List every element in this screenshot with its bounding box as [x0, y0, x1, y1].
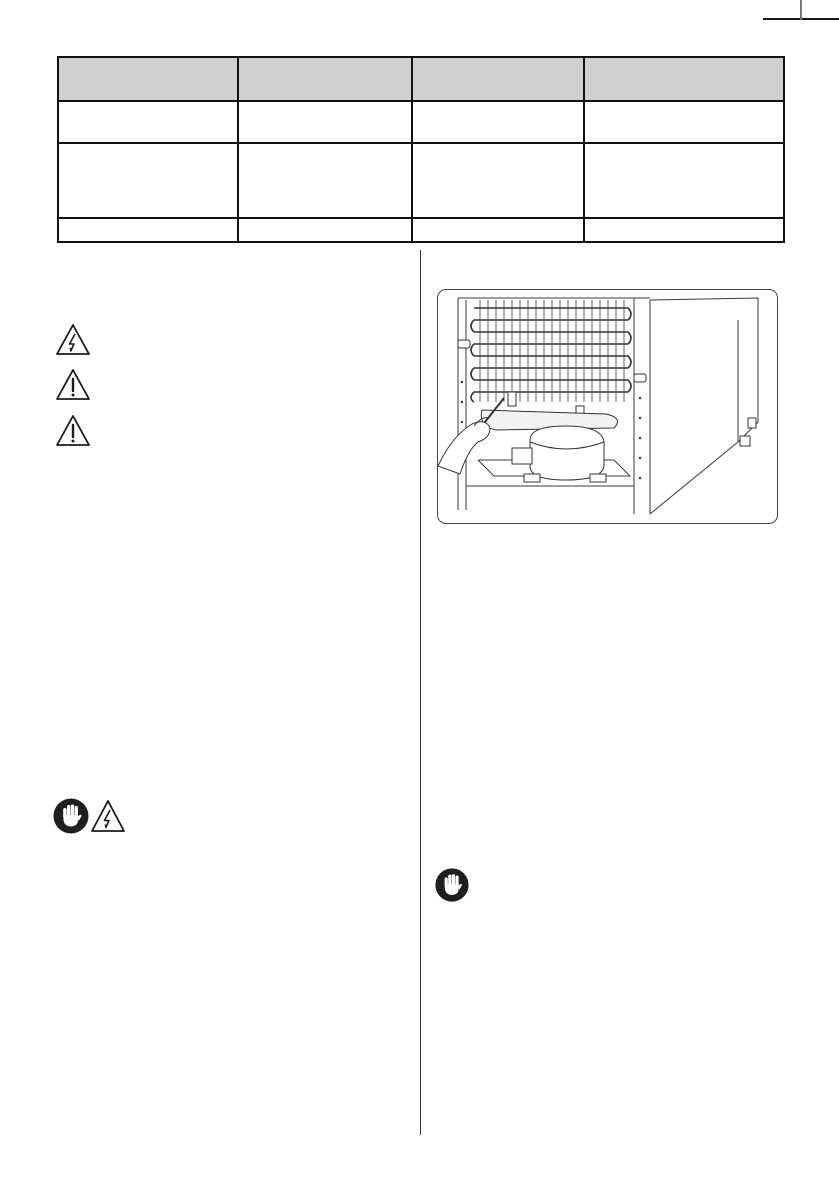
table-cell — [58, 218, 238, 242]
general-warning-icon — [55, 368, 91, 401]
table-header-cell — [238, 57, 412, 101]
table-cell — [412, 101, 584, 143]
stop-hand-icon — [434, 867, 470, 903]
column-divider — [420, 250, 421, 1135]
crop-mark-vertical — [800, 0, 802, 20]
table-header-cell — [412, 57, 584, 101]
table-cell — [58, 143, 238, 218]
table-cell — [584, 143, 784, 218]
table-cell — [58, 101, 238, 143]
condenser-cleaning-illustration — [437, 289, 778, 524]
table-row — [58, 101, 784, 143]
table-row — [58, 218, 784, 242]
fridge-rear-drawing — [438, 290, 777, 523]
table-cell — [238, 143, 412, 218]
stop-hand-icon — [52, 797, 90, 835]
table-header-cell — [584, 57, 784, 101]
table-header-row — [58, 57, 784, 101]
table-cell — [584, 101, 784, 143]
table-row — [58, 143, 784, 218]
electric-shock-warning-icon — [55, 323, 91, 356]
table-cell — [238, 101, 412, 143]
table-cell — [238, 218, 412, 242]
table-header-cell — [58, 57, 238, 101]
spec-table — [57, 56, 785, 243]
table-cell — [412, 143, 584, 218]
electric-shock-warning-icon — [90, 799, 126, 833]
table-cell — [584, 218, 784, 242]
general-warning-icon — [55, 414, 91, 447]
table-cell — [412, 218, 584, 242]
